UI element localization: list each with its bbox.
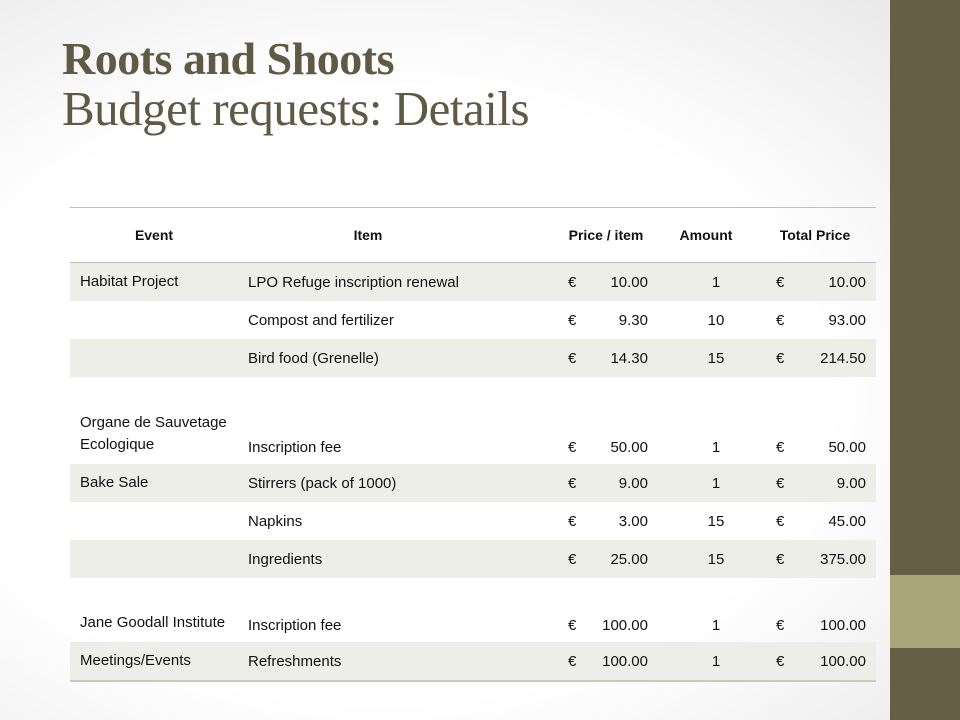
cell-item: Bird food (Grenelle) bbox=[238, 339, 498, 377]
currency-symbol: € bbox=[776, 439, 785, 456]
cell-event: Habitat Project bbox=[70, 263, 238, 302]
header-item: Item bbox=[238, 208, 498, 263]
currency-symbol: € bbox=[776, 617, 785, 634]
table-row bbox=[70, 263, 876, 302]
price-value: 14.30 bbox=[610, 349, 648, 367]
price-value: 9.30 bbox=[618, 311, 648, 329]
cell-item: Compost and fertilizer bbox=[248, 311, 394, 329]
currency-symbol: € bbox=[776, 311, 785, 329]
cell-amount: 15 bbox=[707, 512, 725, 530]
cell-amount: 1 bbox=[711, 617, 721, 634]
cell-event bbox=[70, 502, 238, 540]
cell-total bbox=[754, 578, 876, 642]
table-row bbox=[70, 502, 876, 540]
cell-item: Inscription fee bbox=[248, 617, 342, 634]
table-row bbox=[70, 377, 876, 464]
price-value: 10.00 bbox=[610, 273, 648, 291]
total-value: 9.00 bbox=[836, 474, 866, 492]
cell-price bbox=[498, 339, 658, 377]
cell-amount: 10 bbox=[707, 311, 725, 329]
currency-symbol: € bbox=[568, 349, 577, 367]
cell-item: Ingredients bbox=[238, 540, 498, 578]
total-value: 93.00 bbox=[828, 311, 866, 329]
cell-total bbox=[754, 377, 876, 464]
total-value: 375.00 bbox=[820, 550, 866, 568]
cell-total bbox=[754, 540, 876, 578]
total-value: 214.50 bbox=[820, 349, 866, 367]
total-value: 50.00 bbox=[828, 439, 866, 456]
header-price-per-item: Price / item bbox=[498, 208, 658, 263]
currency-symbol: € bbox=[568, 617, 577, 634]
price-value: 100.00 bbox=[602, 617, 648, 634]
cell-event bbox=[70, 540, 238, 578]
cell-amount: 1 bbox=[658, 263, 754, 302]
cell-total bbox=[754, 263, 876, 302]
cell-amount: 1 bbox=[658, 642, 754, 681]
cell-item: Inscription fee bbox=[248, 439, 342, 456]
cell-event bbox=[70, 301, 238, 339]
title-main: Roots and Shoots bbox=[62, 33, 394, 84]
currency-symbol: € bbox=[568, 439, 577, 456]
table-row bbox=[70, 464, 876, 502]
currency-symbol: € bbox=[776, 349, 785, 367]
currency-symbol: € bbox=[776, 474, 785, 492]
currency-symbol: € bbox=[568, 550, 577, 568]
cell-item: LPO Refuge inscription renewal bbox=[238, 263, 498, 302]
cell-amount: 1 bbox=[711, 439, 721, 456]
cell-price bbox=[498, 642, 658, 681]
cell-event: Organe de Sauvetage Ecologique bbox=[80, 414, 227, 453]
budget-table bbox=[70, 207, 876, 682]
total-value: 45.00 bbox=[828, 512, 866, 530]
currency-symbol: € bbox=[568, 311, 577, 329]
total-value: 100.00 bbox=[820, 617, 866, 634]
table-row bbox=[70, 301, 876, 339]
price-value: 100.00 bbox=[602, 652, 648, 670]
cell-price bbox=[498, 377, 658, 464]
cell-item: Stirrers (pack of 1000) bbox=[238, 464, 498, 502]
cell-price bbox=[498, 464, 658, 502]
cell-price bbox=[498, 502, 658, 540]
cell-event: Bake Sale bbox=[70, 464, 238, 502]
slide-title bbox=[62, 34, 529, 134]
cell-item: Refreshments bbox=[238, 642, 498, 681]
cell-item: Napkins bbox=[248, 512, 303, 530]
cell-total bbox=[754, 642, 876, 681]
currency-symbol: € bbox=[776, 273, 785, 291]
currency-symbol: € bbox=[568, 474, 577, 492]
header-amount: Amount bbox=[658, 208, 754, 263]
sidebar-decoration-middle bbox=[890, 575, 960, 648]
table-header-row bbox=[70, 208, 876, 263]
table-row bbox=[70, 578, 876, 642]
currency-symbol: € bbox=[568, 273, 577, 291]
cell-total bbox=[754, 339, 876, 377]
cell-price bbox=[498, 301, 658, 339]
price-value: 50.00 bbox=[610, 439, 648, 456]
currency-symbol: € bbox=[568, 512, 577, 530]
cell-total bbox=[754, 502, 876, 540]
total-value: 10.00 bbox=[828, 273, 866, 291]
header-event: Event bbox=[70, 208, 238, 263]
currency-symbol: € bbox=[776, 652, 785, 670]
cell-price bbox=[498, 540, 658, 578]
price-value: 3.00 bbox=[618, 512, 648, 530]
table-row bbox=[70, 540, 876, 578]
sidebar-decoration-bottom bbox=[890, 648, 960, 720]
cell-event: Meetings/Events bbox=[70, 642, 238, 681]
price-value: 9.00 bbox=[618, 474, 648, 492]
cell-amount: 1 bbox=[658, 464, 754, 502]
currency-symbol: € bbox=[776, 512, 785, 530]
title-subtitle: Budget requests: Details bbox=[62, 81, 530, 136]
table-row bbox=[70, 339, 876, 377]
cell-event bbox=[70, 339, 238, 377]
cell-total bbox=[754, 301, 876, 339]
cell-event: Jane Goodall Institute bbox=[80, 614, 226, 631]
cell-price bbox=[498, 578, 658, 642]
cell-amount: 15 bbox=[658, 339, 754, 377]
currency-symbol: € bbox=[568, 652, 577, 670]
cell-total bbox=[754, 464, 876, 502]
cell-price bbox=[498, 263, 658, 302]
currency-symbol: € bbox=[776, 550, 785, 568]
total-value: 100.00 bbox=[820, 652, 866, 670]
cell-amount: 15 bbox=[658, 540, 754, 578]
sidebar-decoration-top bbox=[890, 0, 960, 575]
price-value: 25.00 bbox=[610, 550, 648, 568]
table-row bbox=[70, 642, 876, 681]
header-total-price: Total Price bbox=[754, 208, 876, 263]
